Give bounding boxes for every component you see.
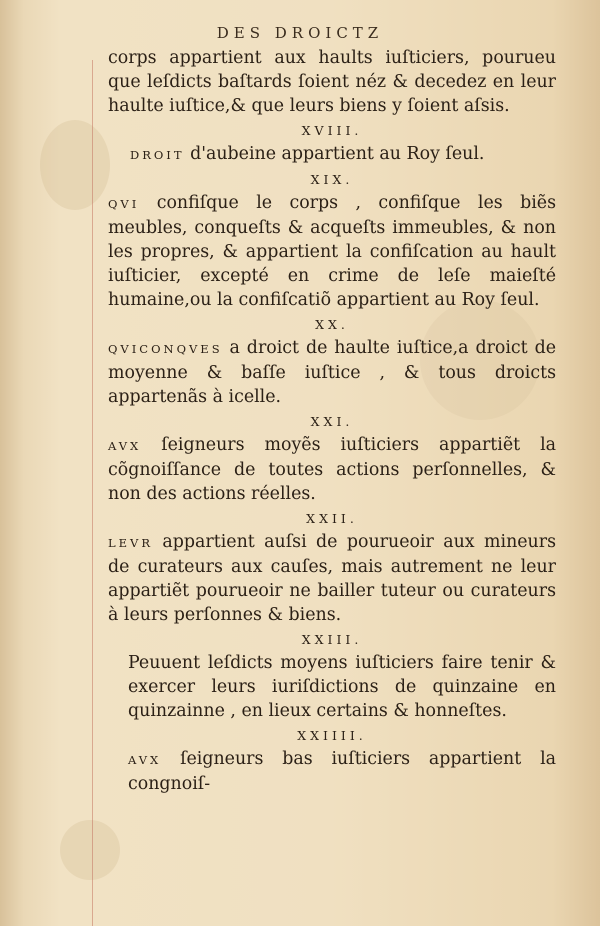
article-body: confiſque le corps , confiſque les biẽs meubles, conqueſts & acqueſts immeubles, & non les propres, & appartient la confiſcation au hault iuſticier, excepté en crime de leſe maieſté humaine,ou la confiſcatiõ appartient au Roy ſeul. <box>108 193 556 310</box>
text-block <box>108 46 556 796</box>
article-lead-word: LEVR <box>108 536 153 550</box>
paper-stain <box>60 820 120 880</box>
article-lead-word: AVX <box>108 439 142 453</box>
article-lead-word: AVX <box>128 753 162 767</box>
article-text <box>108 336 556 409</box>
article-numeral: XXII. <box>306 511 358 526</box>
article-body: corps appartient aux haults iuſticiers, pourueu que leſdicts baſtards ſoient néz & decedez en leur haulte iuſtice,& que leurs biens y ſoient aſsis. <box>108 48 556 116</box>
article-numeral: XXI. <box>310 414 354 429</box>
running-head: DES DROICTZ <box>216 24 384 42</box>
article-body: ſeigneurs moyẽs iuſticiers appartiẽt la cõgnoiſſance de toutes actions perſonnelles, & non des actions réelles. <box>108 435 556 504</box>
article-body: appartient auſsi de pourueoir aux mineurs de curateurs aux cauſes, mais autrement ne leur appartiẽt pourueoir ne bailler tuteur ou curateurs à leurs perſonnes & biens. <box>108 532 556 625</box>
article-numeral: XXIIII. <box>297 728 367 743</box>
article-body: a droict de haulte iuſtice,a droict de moyenne & baſſe iuſtice , & tous droicts appartenãs à icelle. <box>108 338 556 407</box>
article-text <box>108 530 556 627</box>
article-numeral: XVIII. <box>301 123 363 138</box>
article-text <box>108 142 556 167</box>
article-numeral: XX. <box>315 317 349 332</box>
margin-rule <box>92 60 93 926</box>
article-lead-word: QVICONQVES <box>108 342 223 356</box>
article-lead-word: QVI <box>108 197 140 211</box>
article-text <box>108 747 556 796</box>
article-body: ſeigneurs bas iuſticiers appartient la congnoiſ- <box>128 749 556 794</box>
article-text <box>108 433 556 506</box>
article-text <box>108 191 556 312</box>
article-numeral: XXIII. <box>301 632 363 647</box>
article-body: Peuuent leſdicts moyens iuſticiers faire tenir & exercer leurs iuriſdictions de quinzaine en quinzainne , en lieux certains & honneſtes. <box>128 653 556 721</box>
paper-stain <box>40 120 110 210</box>
article-body: d'aubeine appartient au Roy ſeul. <box>190 144 485 164</box>
article-numeral: XIX. <box>310 172 354 187</box>
article-text <box>108 651 556 723</box>
article-text <box>108 46 556 118</box>
article-lead-word: DROIT <box>130 148 185 162</box>
